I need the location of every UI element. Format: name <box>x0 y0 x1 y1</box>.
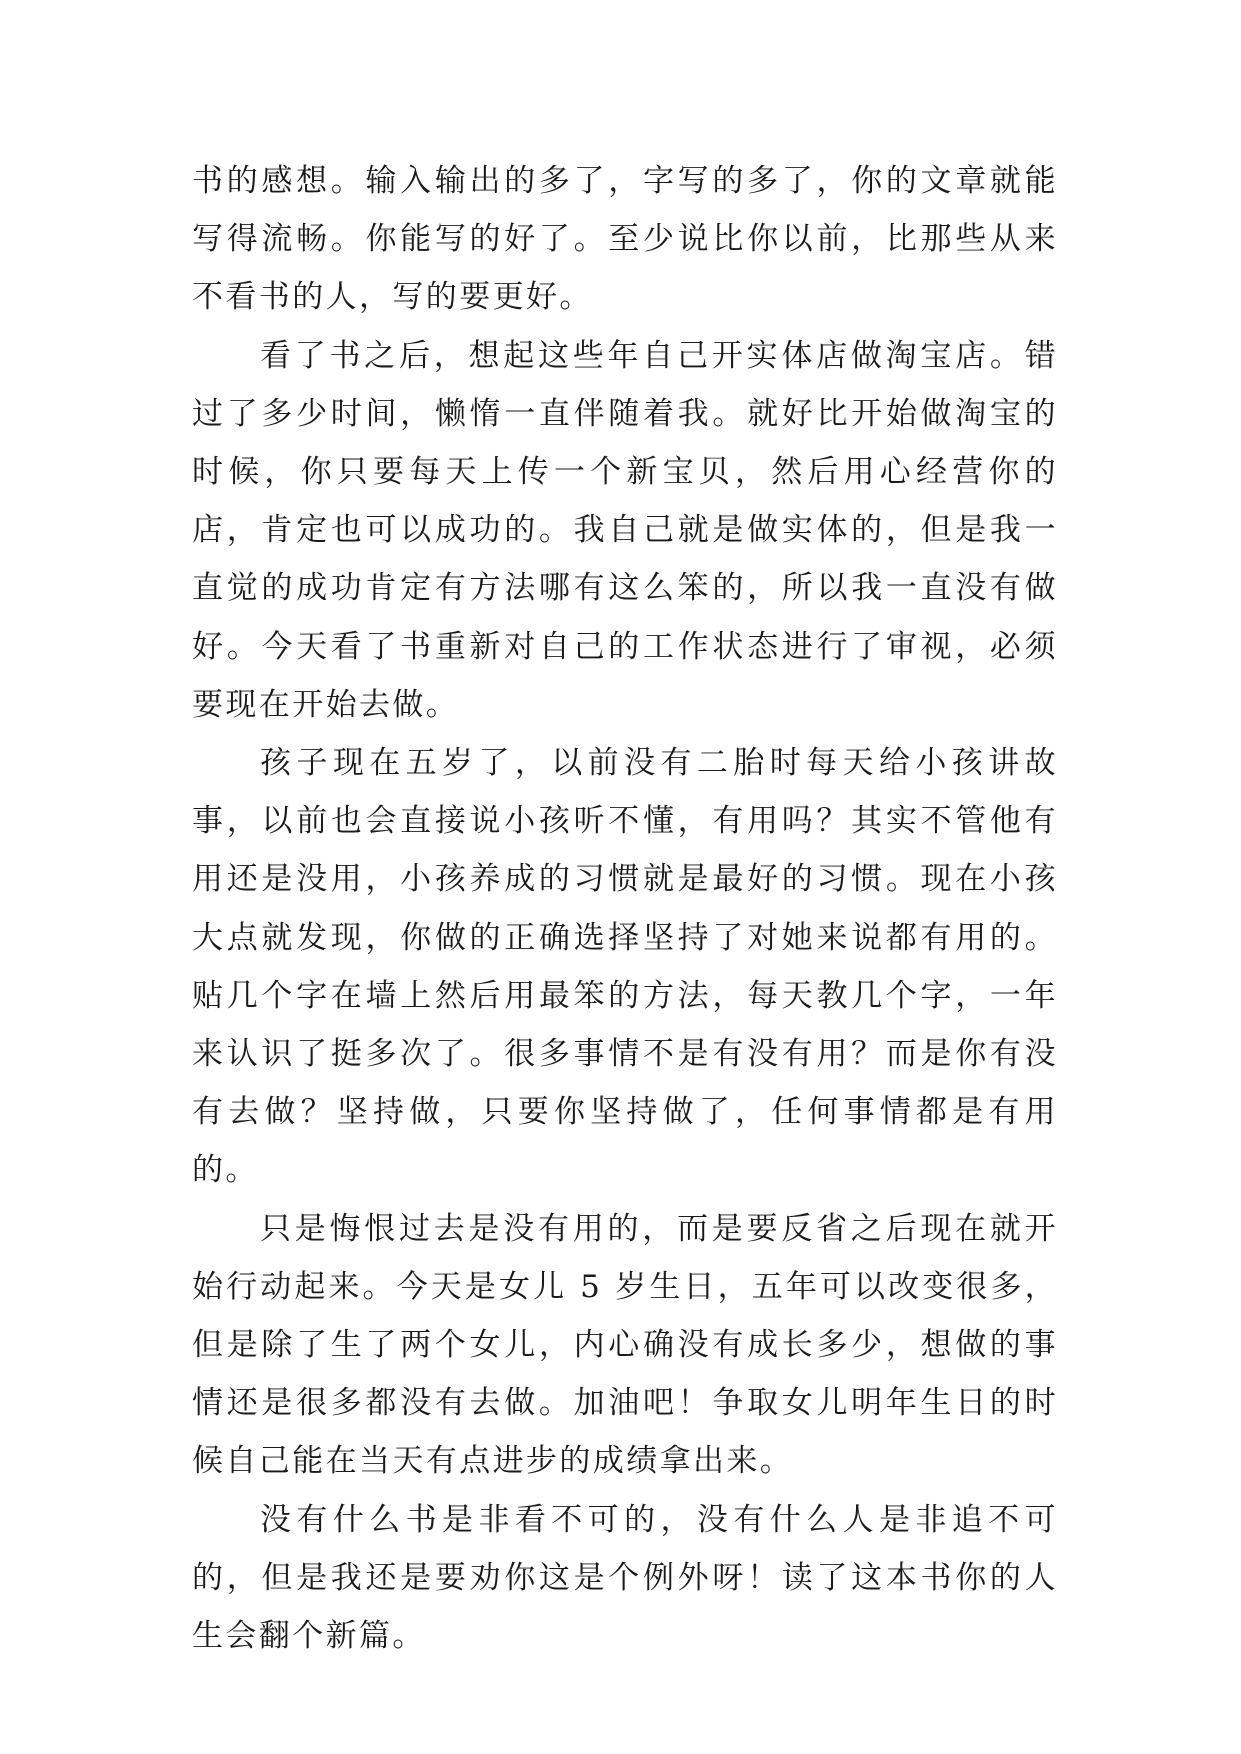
paragraph: 只是悔恨过去是没有用的，而是要反省之后现在就开始行动起来。今天是女儿 5 岁生日，五年可以改变很多，但是除了生了两个女儿，内心确没有成长多少，想做的事情还是很多都没有去做。加油吧！争取女儿明年生日的时候自己能在当天有点进步的成绩拿出来。 <box>192 1210 1058 1480</box>
document-body <box>192 152 1058 1665</box>
paragraph: 没有什么书是非看不可的，没有什么人是非追不可的，但是我还是要劝你这是个例外呀！读了这本书你的人生会翻个新篇。 <box>192 1501 1058 1655</box>
paragraph: 看了书之后，想起这些年自己开实体店做淘宝店。错过了多少时间，懒惰一直伴随着我。就好比开始做淘宝的时候，你只要每天上传一个新宝贝，然后用心经营你的店，肯定也可以成功的。我自己就是做实体的，但是我一直觉的成功肯定有方法哪有这么笨的，所以我一直没有做好。今天看了书重新对自己的工作状态进行了审视，必须要现在开始去做。 <box>192 337 1058 723</box>
paragraph: 孩子现在五岁了，以前没有二胎时每天给小孩讲故事，以前也会直接说小孩听不懂，有用吗？其实不管他有用还是没用，小孩养成的习惯就是最好的习惯。现在小孩大点就发现，你做的正确选择坚持了对她来说都有用的。贴几个字在墙上然后用最笨的方法，每天教几个字，一年来认识了挺多次了。很多事情不是有没有用？而是你有没有去做？坚持做，只要你坚持做了，任何事情都是有用的。 <box>192 745 1058 1189</box>
paragraph-continued: 书的感想。输入输出的多了，字写的多了，你的文章就能写得流畅。你能写的好了。至少说比你以前，比那些从来不看书的人，写的要更好。 <box>192 163 1058 316</box>
